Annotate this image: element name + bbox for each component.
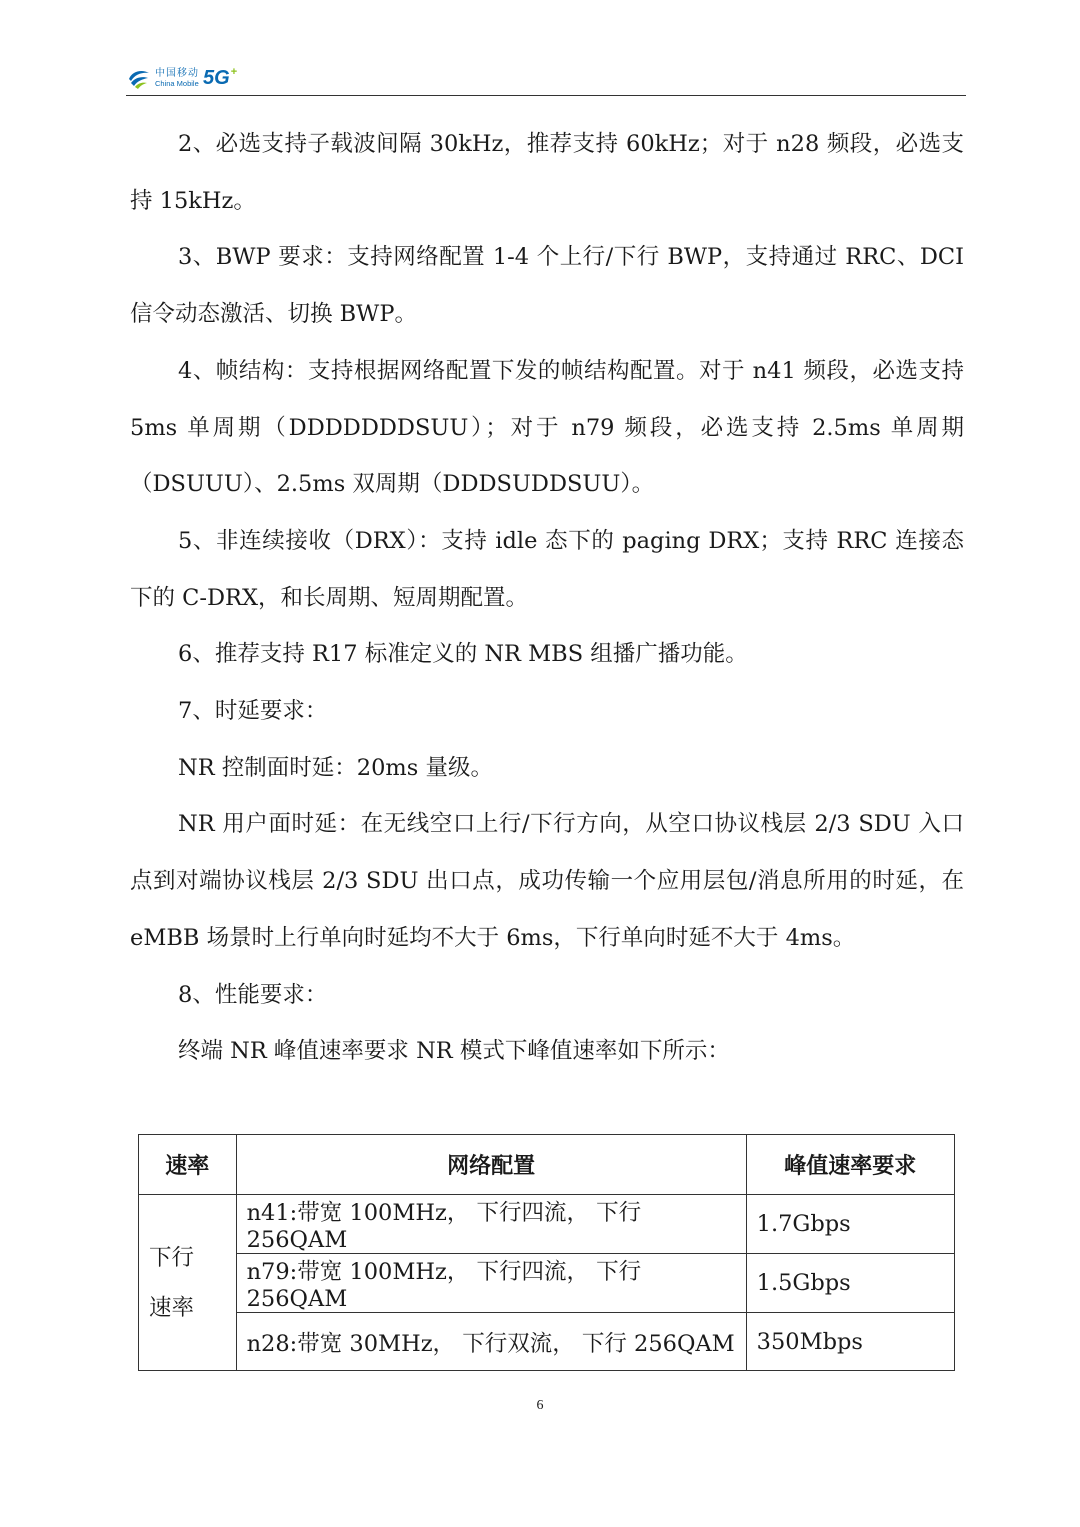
paragraph-drx: 5、非连续接收（DRX）：支持 idle 态下的 paging DRX；支持 RRC 连接态下的 C-DRX，和长周期、短周期配置。 [130,527,964,611]
document-body [130,116,964,1080]
config-cell: n41:带宽 100MHz， 下行四流， 下行 256QAM [236,1195,746,1254]
china-mobile-emblem-icon [126,65,152,91]
header-rate: 速率 [139,1135,237,1195]
downlink-rate-label [139,1195,237,1371]
config-cell: n79:带宽 100MHz， 下行四流， 下行 256QAM [236,1254,746,1313]
paragraph-peak-rate-intro: 终端 NR 峰值速率要求 NR 模式下峰值速率如下所示： [178,1038,730,1065]
header-peak-rate: 峰值速率要求 [746,1135,954,1195]
logo-chinese-text: 中国移动 [155,67,199,79]
header-network-config: 网络配置 [236,1135,746,1195]
paragraph-control-plane-latency: NR 控制面时延：20ms 量级。 [178,754,493,781]
table-row [139,1195,955,1254]
table-row [139,1313,955,1371]
paragraph-performance-heading: 8、性能要求： [178,981,328,1008]
paragraph-frame-structure: 4、帧结构：支持根据网络配置下发的帧结构配置。对于 n41 频段，必选支持 5ms 单周期（DDDDDDDSUU）；对于 n79 频段，必选支持 2.5ms 单周期（DSUUU）、2.5ms 双周期（DDDSUDDSUU）。 [130,357,964,498]
page-number: 6 [536,1398,544,1413]
group-label-line2: 速率 [149,1294,195,1321]
config-cell: n28:带宽 30MHz， 下行双流， 下行 256QAM [236,1313,746,1371]
table-row [139,1254,955,1313]
paragraph-latency-heading: 7、时延要求： [178,698,328,725]
peak-rate-table [138,1134,955,1371]
logo-plus-text: + [230,66,238,78]
rate-cell: 1.5Gbps [746,1254,954,1313]
rate-cell: 1.7Gbps [746,1195,954,1254]
rate-cell: 350Mbps [746,1313,954,1371]
table-header-row [139,1135,955,1195]
logo-english-text: China Mobile [155,78,199,88]
paragraph-mbs: 6、推荐支持 R17 标准定义的 NR MBS 组播广播功能。 [178,641,748,668]
header-divider [126,95,966,96]
paragraph-user-plane-latency: NR 用户面时延：在无线空口上行/下行方向，从空口协议栈层 2/3 SDU 入口点到对端协议栈层 2/3 SDU 出口点，成功传输一个应用层包/消息所用的时延，在 eMBB 场景时上行单向时延均不大于 6ms，下行单向时延不大于 4ms。 [130,811,964,951]
china-mobile-logo [126,62,237,94]
logo-5g-text: 5G [203,66,230,89]
page-header [126,58,966,96]
paragraph-bwp: 3、BWP 要求：支持网络配置 1-4 个上行/下行 BWP，支持通过 RRC、DCI 信令动态激活、切换 BWP。 [130,244,964,328]
paragraph-subcarrier: 2、必选支持子载波间隔 30kHz，推荐支持 60kHz；对于 n28 频段，必选支持 15kHz。 [130,131,964,214]
group-label-line1: 下行 [149,1244,195,1271]
